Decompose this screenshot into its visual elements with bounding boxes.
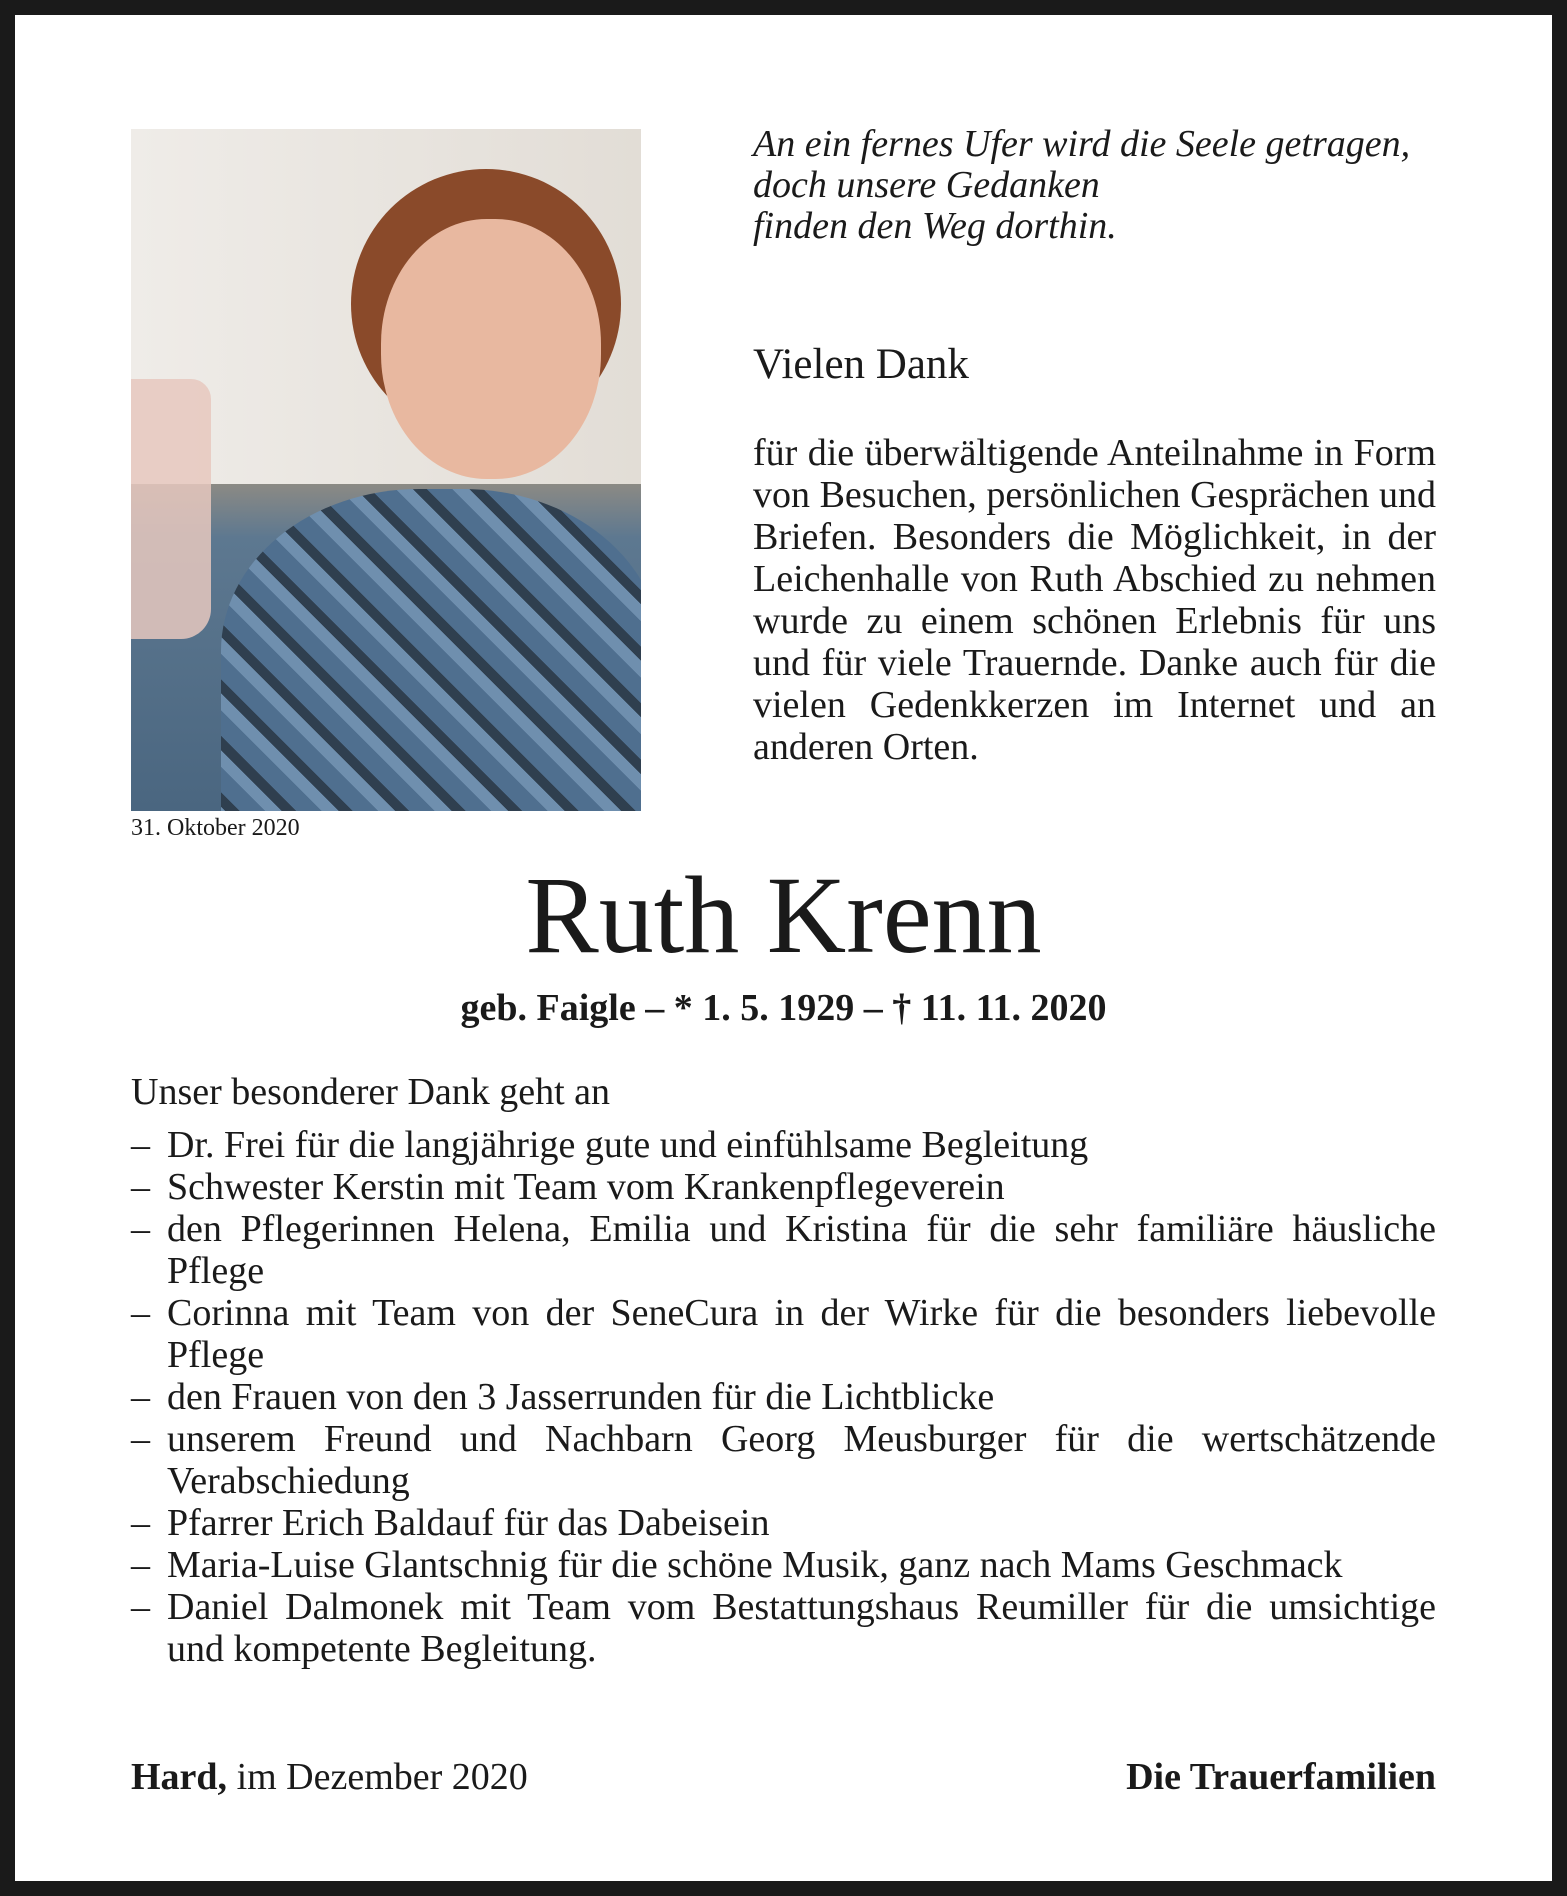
list-item-text: Dr. Frei für die langjährige gute und einfühlsame Begleitung (167, 1124, 1089, 1166)
life-dates: geb. Faigle – * 1. 5. 1929 – † 11. 11. 2020 (460, 987, 1107, 1029)
list-item (131, 1124, 1436, 1166)
list-item-text: den Frauen von den 3 Jasserrunden für die Lichtblicke (167, 1376, 995, 1418)
thanks-heading: Vielen Dank (753, 341, 969, 388)
list-item-text: Schwester Kerstin mit Team vom Krankenpflegeverein (167, 1166, 1005, 1208)
date: im Dezember 2020 (236, 1756, 528, 1798)
photo-caption: 31. Oktober 2020 (131, 815, 300, 841)
list-item (131, 1292, 1436, 1376)
acknowledgements-intro: Unser besonderer Dank geht an (131, 1071, 611, 1113)
acknowledgements-list (131, 1124, 1436, 1670)
quote-line: doch unsere Gedanken (753, 164, 1100, 206)
place-date (131, 1755, 528, 1799)
dash-bullet: – (131, 1502, 150, 1544)
quote-line: An ein fernes Ufer wird die Seele getragen, (753, 123, 1411, 165)
list-item-text: Pfarrer Erich Baldauf für das Dabeisein (167, 1502, 770, 1544)
list-item-text: Corinna mit Team von der SeneCura in der Wirke für die besonders liebevolle Pflege (167, 1292, 1436, 1376)
thanks-text: für die überwältigende Anteilnahme in Form von Besuchen, persönlichen Gesprächen und Briefen. Besonders die Möglichkeit, in der Leichenhalle von Ruth Abschied zu nehmen wurde zu einem schönen Erlebnis für uns und für viele Trauernde. Danke auch für die vielen Gedenkkerzen im Internet und an anderen Orten. (753, 432, 1436, 768)
list-item-text: Daniel Dalmonek mit Team vom Bestattungshaus Reumiller für die umsichtige und kompetente Begleitung. (167, 1586, 1436, 1670)
list-item (131, 1208, 1436, 1292)
dash-bullet: – (131, 1166, 150, 1208)
dash-bullet: – (131, 1418, 150, 1460)
memorial-quote (753, 124, 1410, 247)
place: Hard, (131, 1756, 228, 1798)
list-item-text: unserem Freund und Nachbarn Georg Meusburger für die wertschätzende Verabschiedung (167, 1418, 1436, 1502)
list-item-text: Maria-Luise Glantschnig für die schöne Musik, ganz nach Mams Geschmack (167, 1544, 1343, 1586)
portrait-photo (131, 129, 641, 811)
dash-bullet: – (131, 1292, 150, 1334)
dash-bullet: – (131, 1208, 150, 1250)
list-item (131, 1376, 1436, 1418)
list-item (131, 1544, 1436, 1586)
list-item (131, 1586, 1436, 1670)
quote-line: finden den Weg dorthin. (753, 205, 1117, 247)
dash-bullet: – (131, 1586, 150, 1628)
dash-bullet: – (131, 1124, 150, 1166)
signature: Die Trauerfamilien (1126, 1756, 1436, 1798)
dash-bullet: – (131, 1544, 150, 1586)
list-item-text: den Pflegerinnen Helena, Emilia und Kristina für die sehr familiäre häusliche Pflege (167, 1208, 1436, 1292)
deceased-name: Ruth Krenn (525, 854, 1042, 976)
list-item (131, 1166, 1436, 1208)
list-item (131, 1418, 1436, 1502)
list-item (131, 1502, 1436, 1544)
dash-bullet: – (131, 1376, 150, 1418)
